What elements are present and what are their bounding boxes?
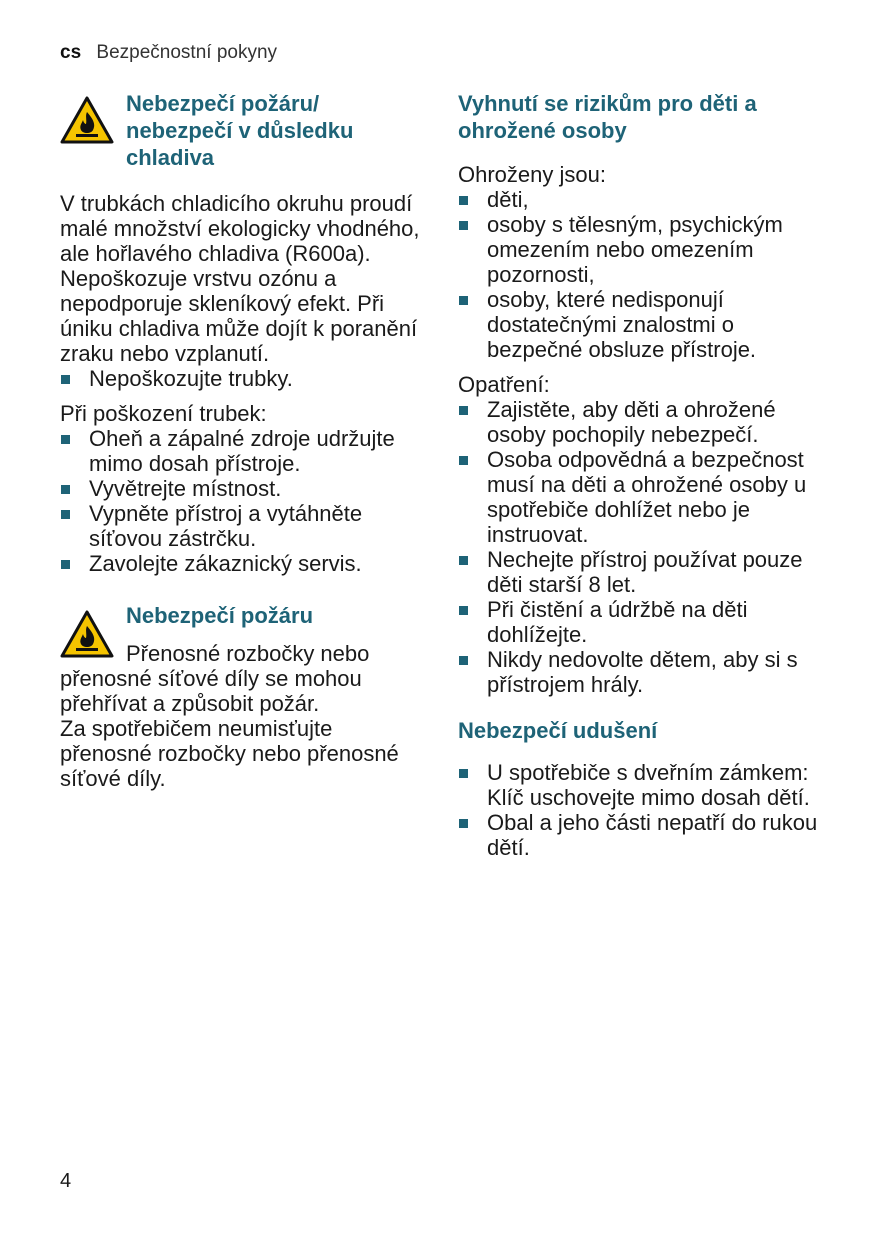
list-item: Nepoškozujte trubky. [60, 366, 420, 391]
list-item: Vyvětrejte místnost. [60, 476, 420, 501]
list-item: děti, [458, 187, 828, 212]
extension-warning-paragraph: Přenosné rozbočky nebo přenosné síťové díly se mohou přehřívat a způsobit požár. [60, 641, 370, 716]
list-item: Nechejte přístroj používat pouze děti starší 8 let. [458, 547, 828, 597]
damage-bullets [60, 426, 420, 576]
refrigerant-bullets [60, 366, 420, 391]
measures-intro: Opatření: [458, 372, 550, 397]
flammable-warning-icon [60, 610, 114, 658]
list-item: osoby s tělesným, psychickým omezením nebo omezením pozornosti, [458, 212, 828, 287]
list-item: Vypněte přístroj a vytáhněte síťovou zástrčku. [60, 501, 420, 551]
section-title-fire: Nebezpečí požáru [126, 603, 314, 628]
refrigerant-paragraph: V trubkách chladicího okruhu proudí malé množství ekologicky vhodného, ale hořlavého chladiva (R600a). Nepoškozuje vrstvu ozónu a nepodporuje skleníkový efekt. Při úniku chladiva může dojít k poranění zraku nebo vzplanutí. [60, 191, 420, 366]
measures-list [458, 397, 828, 697]
header-title: Bezpečnostní pokyny [96, 42, 278, 63]
list-item: Osoba odpovědná a bezpečnost musí na děti a ohrožené osoby u spotřebiče dohlížet nebo je instruovat. [458, 447, 828, 547]
list-item: Při čistění a údržbě na děti dohlížejte. [458, 597, 828, 647]
section-title-children: Vyhnutí se rizikům pro děti a ohrožené osoby [458, 91, 757, 143]
list-item: osoby, které nedisponují dostatečnými znalostmi o bezpečné obsluze přístroje. [458, 287, 828, 362]
left-column [60, 90, 420, 791]
fire-section [60, 602, 420, 716]
fire-refrigerant-section [60, 90, 420, 171]
list-item: Zajistěte, aby děti a ohrožené osoby pochopily nebezpečí. [458, 397, 828, 447]
page-number: 4 [60, 1170, 72, 1192]
at-risk-list [458, 187, 828, 362]
suffocation-list [458, 760, 828, 860]
list-item: Obal a jeho části nepatří do rukou dětí. [458, 810, 828, 860]
language-code: cs [60, 42, 82, 63]
list-item: Nikdy nedovolte dětem, aby si s přístrojem hrály. [458, 647, 828, 697]
list-item: U spotřebiče s dveřním zámkem: Klíč uschovejte mimo dosah dětí. [458, 760, 828, 810]
list-item: Oheň a zápalné zdroje udržujte mimo dosah přístroje. [60, 426, 420, 476]
list-item: Zavolejte zákaznický servis. [60, 551, 420, 576]
section-title-fire-refrigerant: Nebezpečí požáru/ nebezpečí v důsledku chladiva [126, 91, 354, 170]
section-title-suffocation: Nebezpečí udušení [458, 718, 658, 743]
right-column [458, 90, 828, 860]
flammable-warning-icon [60, 96, 114, 144]
at-risk-intro: Ohroženy jsou: [458, 162, 606, 187]
extension-placement-paragraph: Za spotřebičem neumisťujte přenosné rozbočky nebo přenosné síťové díly. [60, 716, 399, 791]
page-header [60, 42, 277, 64]
damage-intro: Při poškození trubek: [60, 401, 267, 426]
